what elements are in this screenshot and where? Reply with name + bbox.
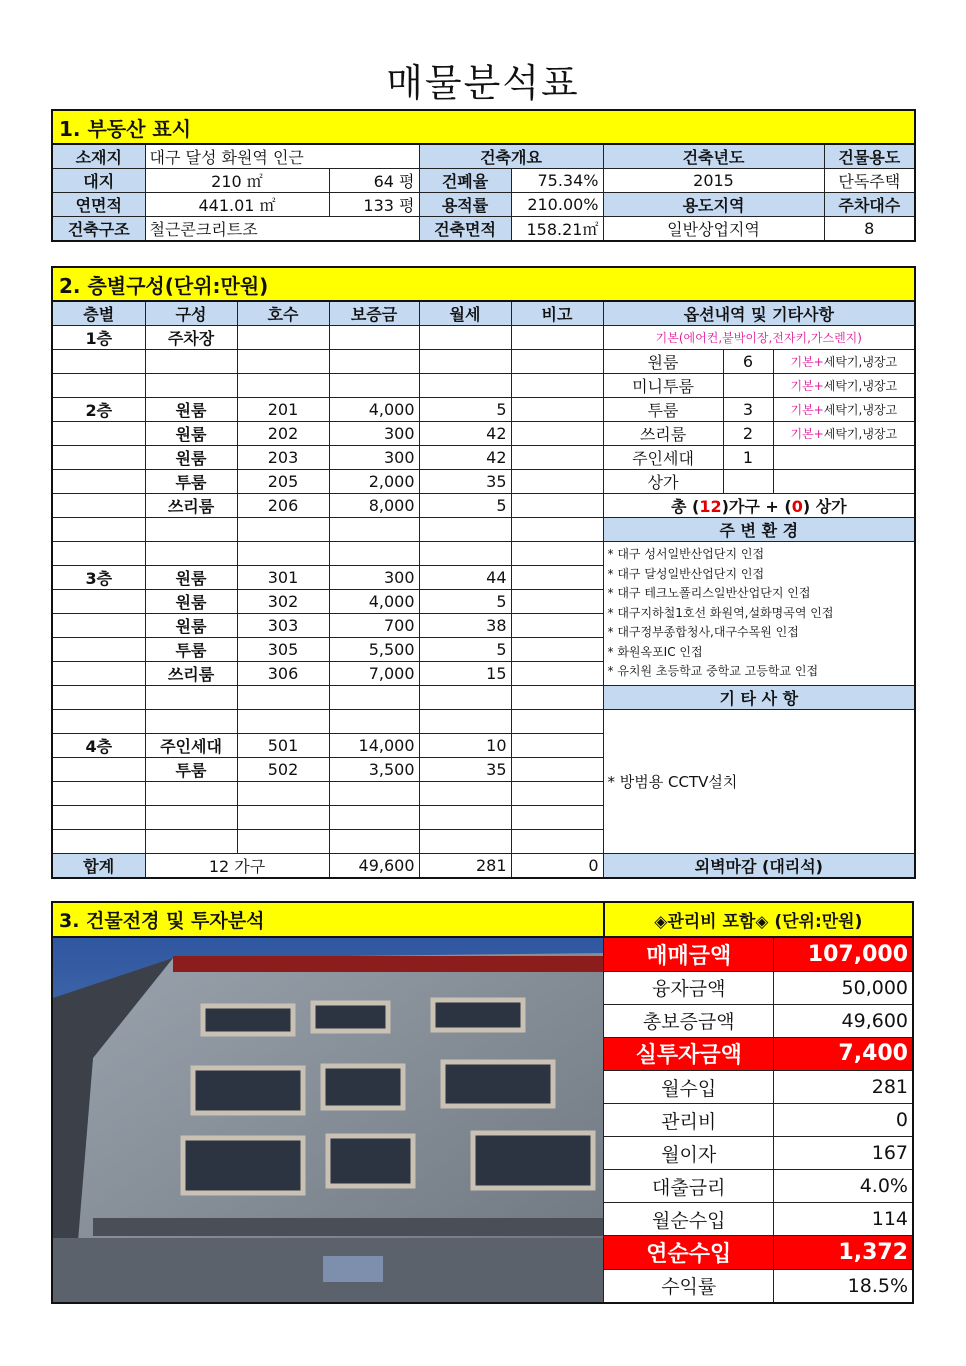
type-cell: 투룸	[145, 758, 237, 782]
unit-cell: 202	[237, 422, 329, 446]
note-cell	[511, 638, 603, 662]
floor-cell	[52, 614, 145, 638]
unit-cell: 502	[237, 758, 329, 782]
note-cell	[511, 542, 603, 566]
floor-cell	[52, 542, 145, 566]
unit-type-note-extra: 세탁기,냉장고	[823, 355, 898, 369]
type-cell	[145, 686, 237, 710]
col-type: 구성	[145, 301, 237, 326]
unit-type-note	[773, 398, 915, 422]
type-cell: 원룸	[145, 446, 237, 470]
type-cell: 원룸	[145, 566, 237, 590]
floor-cell	[52, 758, 145, 782]
unit-type-count: 6	[723, 350, 773, 374]
note-cell	[511, 734, 603, 758]
col-rent: 월세	[419, 301, 511, 326]
floor-area-label: 연면적	[52, 193, 145, 217]
unit-type-label: 주인세대	[603, 446, 723, 470]
fin-value: 281	[774, 1071, 913, 1104]
section-1-header: 1. 부동산 표시	[52, 110, 915, 144]
floor-cell	[52, 638, 145, 662]
col-floor: 층별	[52, 301, 145, 326]
type-cell: 투룸	[145, 638, 237, 662]
table-row	[52, 350, 915, 374]
table-row	[52, 446, 915, 470]
section-property-info	[51, 109, 914, 242]
floor-cell	[52, 446, 145, 470]
exterior-finish: 외벽마감 (대리석)	[603, 854, 915, 879]
fin-label: 총보증금액	[604, 1004, 774, 1037]
floor-cell	[52, 830, 145, 854]
deposit-cell	[329, 710, 419, 734]
deposit-cell	[329, 326, 419, 350]
note-cell	[511, 422, 603, 446]
deposit-cell	[329, 806, 419, 830]
unit-cell	[237, 350, 329, 374]
table-row	[52, 542, 915, 566]
total-households: 12	[699, 497, 722, 516]
unit-type-note-extra: 세탁기,냉장고	[823, 427, 898, 441]
rent-cell: 42	[419, 446, 511, 470]
unit-type-count: 3	[723, 398, 773, 422]
type-cell	[145, 350, 237, 374]
total-post: ) 상가	[802, 497, 847, 516]
deposit-cell: 8,000	[329, 494, 419, 518]
note-cell	[511, 470, 603, 494]
unit-cell	[237, 686, 329, 710]
fin-label: 월순수입	[604, 1203, 774, 1236]
unit-cell	[237, 710, 329, 734]
use-label: 건물용도	[824, 144, 915, 169]
rent-cell	[419, 542, 511, 566]
unit-cell	[237, 806, 329, 830]
type-cell: 투룸	[145, 470, 237, 494]
type-cell	[145, 710, 237, 734]
deposit-cell: 300	[329, 566, 419, 590]
location-value: 대구 달성 화원역 인근	[145, 144, 419, 169]
floor-cell: 4층	[52, 734, 145, 758]
fin-row	[52, 937, 913, 971]
type-cell	[145, 806, 237, 830]
note-cell	[511, 566, 603, 590]
fin-header: ◈관리비 포함◈ (단위:만원)	[604, 902, 913, 937]
unit-type-label: 쓰리룸	[603, 422, 723, 446]
note-cell	[511, 350, 603, 374]
rent-cell	[419, 830, 511, 854]
unit-type-note-extra: 세탁기,냉장고	[823, 379, 898, 393]
rent-cell: 10	[419, 734, 511, 758]
use-value: 단독주택	[824, 169, 915, 193]
rent-cell	[419, 806, 511, 830]
rent-cell: 5	[419, 638, 511, 662]
unit-type-note	[773, 422, 915, 446]
fin-label: 매매금액	[604, 937, 774, 971]
unit-cell	[237, 782, 329, 806]
total-households-line	[603, 494, 915, 518]
note-cell	[511, 830, 603, 854]
rent-cell	[419, 710, 511, 734]
overview-label: 건축개요	[419, 144, 603, 169]
rent-cell: 15	[419, 662, 511, 686]
env-item: * 화원옥포IC 인접	[607, 644, 703, 659]
section-3-header: 3. 건물전경 및 투자분석	[52, 902, 604, 937]
sum-households: 12 가구	[145, 854, 329, 879]
floor-cell	[52, 806, 145, 830]
note-cell	[511, 662, 603, 686]
structure-label: 건축구조	[52, 217, 145, 242]
building-photo	[52, 937, 604, 1303]
fin-value: 49,600	[774, 1004, 913, 1037]
env-item: * 대구 성서일반산업단지 인접	[607, 547, 765, 561]
fin-label: 융자금액	[604, 971, 774, 1004]
land-py: 64 평	[329, 169, 419, 193]
env-item: * 대구 달성일반산업단지 인접	[607, 566, 765, 581]
fin-value: 18.5%	[774, 1269, 913, 1303]
type-cell	[145, 782, 237, 806]
note-cell	[511, 686, 603, 710]
deposit-cell: 3,500	[329, 758, 419, 782]
unit-type-note-basic: 기본+	[790, 427, 824, 441]
bldg-area-value: 158.21㎡	[511, 217, 603, 242]
type-cell	[145, 518, 237, 542]
note-cell	[511, 446, 603, 470]
unit-type-label: 원룸	[603, 350, 723, 374]
table-row	[52, 398, 915, 422]
structure-value: 철근콘크리트조	[145, 217, 419, 242]
unit-cell: 305	[237, 638, 329, 662]
fin-value: 4.0%	[774, 1170, 913, 1203]
table-row	[52, 470, 915, 494]
type-cell: 주인세대	[145, 734, 237, 758]
sum-rent: 281	[419, 854, 511, 879]
unit-cell	[237, 374, 329, 398]
fin-label: 월이자	[604, 1137, 774, 1170]
floor-cell	[52, 710, 145, 734]
unit-type-note	[773, 470, 915, 494]
type-cell: 원룸	[145, 398, 237, 422]
land-m2: 210 ㎡	[145, 169, 329, 193]
year-value: 2015	[603, 169, 824, 193]
deposit-cell	[329, 518, 419, 542]
section-floor-composition	[51, 266, 914, 879]
deposit-cell: 300	[329, 446, 419, 470]
table-row	[52, 494, 915, 518]
fin-value: 7,400	[774, 1037, 913, 1071]
basic-option: 기본(에어컨,붙박이장,전자키,가스렌지)	[603, 326, 915, 350]
unit-type-label: 미니투룸	[603, 374, 723, 398]
unit-type-note-extra: 세탁기,냉장고	[823, 403, 898, 417]
floor-cell	[52, 470, 145, 494]
deposit-cell	[329, 830, 419, 854]
unit-cell: 306	[237, 662, 329, 686]
type-cell	[145, 374, 237, 398]
type-cell	[145, 542, 237, 566]
deposit-cell	[329, 686, 419, 710]
unit-cell: 201	[237, 398, 329, 422]
deposit-cell	[329, 782, 419, 806]
rent-cell	[419, 326, 511, 350]
unit-type-label: 투룸	[603, 398, 723, 422]
floor-cell	[52, 350, 145, 374]
parking-label: 주차대수	[824, 193, 915, 217]
unit-type-count: 2	[723, 422, 773, 446]
deposit-cell: 4,000	[329, 590, 419, 614]
unit-cell: 303	[237, 614, 329, 638]
rent-cell	[419, 782, 511, 806]
table-row	[52, 422, 915, 446]
unit-type-count	[723, 374, 773, 398]
deposit-cell	[329, 350, 419, 374]
year-label: 건축년도	[603, 144, 824, 169]
floor-area-m2: 441.01 ㎡	[145, 193, 329, 217]
rent-cell: 42	[419, 422, 511, 446]
deposit-cell	[329, 374, 419, 398]
far-value: 210.00%	[511, 193, 603, 217]
parking-value: 8	[824, 217, 915, 242]
table-row	[52, 518, 915, 542]
total-shops: 0	[791, 497, 803, 516]
options-title: 옵션내역 및 기타사항	[603, 301, 915, 326]
fin-value: 167	[774, 1137, 913, 1170]
unit-type-note-basic: 기본+	[790, 355, 824, 369]
far-label: 용적률	[419, 193, 511, 217]
floor-cell	[52, 662, 145, 686]
unit-type-note-basic: 기본+	[790, 379, 824, 393]
rent-cell: 5	[419, 494, 511, 518]
rent-cell	[419, 518, 511, 542]
fin-label: 연순수입	[604, 1236, 774, 1270]
floor-cell	[52, 686, 145, 710]
rent-cell: 5	[419, 398, 511, 422]
unit-type-note-basic: 기본+	[790, 403, 824, 417]
unit-cell	[237, 326, 329, 350]
unit-type-count: 1	[723, 446, 773, 470]
coverage-value: 75.34%	[511, 169, 603, 193]
rent-cell: 35	[419, 470, 511, 494]
fin-label: 실투자금액	[604, 1037, 774, 1071]
note-cell	[511, 614, 603, 638]
note-cell	[511, 518, 603, 542]
deposit-cell: 4,000	[329, 398, 419, 422]
sum-label: 합계	[52, 854, 145, 879]
type-cell: 원룸	[145, 590, 237, 614]
deposit-cell: 7,000	[329, 662, 419, 686]
type-cell: 쓰리룸	[145, 662, 237, 686]
building-photo-image	[53, 938, 604, 1302]
fin-value: 1,372	[774, 1236, 913, 1270]
deposit-cell: 14,000	[329, 734, 419, 758]
rent-cell	[419, 374, 511, 398]
unit-cell: 205	[237, 470, 329, 494]
note-cell	[511, 806, 603, 830]
section-2-header: 2. 층별구성(단위:만원)	[52, 267, 915, 301]
zone-label: 용도지역	[603, 193, 824, 217]
env-item: * 유치원 초등학교 중학교 고등학교 인접	[607, 664, 819, 678]
unit-type-label: 상가	[603, 470, 723, 494]
unit-cell: 501	[237, 734, 329, 758]
deposit-cell: 700	[329, 614, 419, 638]
unit-type-note	[773, 446, 915, 470]
total-mid: )가구 + (	[721, 497, 792, 516]
floor-cell	[52, 518, 145, 542]
fin-label: 수익률	[604, 1269, 774, 1303]
page-title: 매물분석표	[386, 61, 580, 105]
table-row	[52, 686, 915, 710]
fin-value: 107,000	[774, 937, 913, 971]
deposit-cell: 300	[329, 422, 419, 446]
floor-cell: 1층	[52, 326, 145, 350]
section-investment	[51, 901, 914, 1301]
coverage-label: 건폐율	[419, 169, 511, 193]
etc-title: 기 타 사 항	[603, 686, 915, 710]
col-unit: 호수	[237, 301, 329, 326]
unit-cell	[237, 830, 329, 854]
table-row	[52, 710, 915, 734]
table-row	[52, 374, 915, 398]
table-row	[52, 326, 915, 350]
rent-cell	[419, 686, 511, 710]
unit-cell: 301	[237, 566, 329, 590]
note-cell	[511, 758, 603, 782]
unit-cell: 206	[237, 494, 329, 518]
location-label: 소재지	[52, 144, 145, 169]
type-cell: 주차장	[145, 326, 237, 350]
type-cell: 원룸	[145, 422, 237, 446]
floor-cell	[52, 494, 145, 518]
col-note: 비고	[511, 301, 603, 326]
note-cell	[511, 374, 603, 398]
note-cell	[511, 590, 603, 614]
fin-value: 50,000	[774, 971, 913, 1004]
etc-note: * 방범용 CCTV설치	[603, 710, 915, 854]
fin-value: 0	[774, 1104, 913, 1137]
unit-cell: 203	[237, 446, 329, 470]
fin-value: 114	[774, 1203, 913, 1236]
unit-cell	[237, 542, 329, 566]
floor-cell	[52, 374, 145, 398]
deposit-cell	[329, 542, 419, 566]
fin-label: 관리비	[604, 1104, 774, 1137]
zone-value: 일반상업지역	[603, 217, 824, 242]
env-item: * 대구정부종합청사,대구수목원 인접	[607, 625, 799, 639]
floor-cell	[52, 422, 145, 446]
rent-cell: 44	[419, 566, 511, 590]
note-cell	[511, 710, 603, 734]
rent-cell	[419, 350, 511, 374]
env-title: 주 변 환 경	[603, 518, 915, 542]
unit-type-count	[723, 470, 773, 494]
fin-label: 월수입	[604, 1071, 774, 1104]
unit-cell	[237, 518, 329, 542]
unit-type-note	[773, 374, 915, 398]
sum-note: 0	[511, 854, 603, 879]
bldg-area-label: 건축면적	[419, 217, 511, 242]
note-cell	[511, 494, 603, 518]
sum-deposit: 49,600	[329, 854, 419, 879]
note-cell	[511, 782, 603, 806]
env-list	[603, 542, 915, 686]
land-label: 대지	[52, 169, 145, 193]
rent-cell: 5	[419, 590, 511, 614]
deposit-cell: 5,500	[329, 638, 419, 662]
fin-label: 대출금리	[604, 1170, 774, 1203]
floor-cell: 2층	[52, 398, 145, 422]
type-cell: 원룸	[145, 614, 237, 638]
env-item: * 대구 테크노폴리스일반산업단지 인접	[607, 586, 811, 600]
rent-cell: 35	[419, 758, 511, 782]
floor-cell: 3층	[52, 566, 145, 590]
note-cell	[511, 326, 603, 350]
rent-cell: 38	[419, 614, 511, 638]
type-cell	[145, 830, 237, 854]
floor-cell	[52, 782, 145, 806]
type-cell: 쓰리룸	[145, 494, 237, 518]
deposit-cell: 2,000	[329, 470, 419, 494]
total-pre: 총 (	[670, 497, 700, 516]
floor-cell	[52, 590, 145, 614]
floor-area-py: 133 평	[329, 193, 419, 217]
unit-cell: 302	[237, 590, 329, 614]
col-deposit: 보증금	[329, 301, 419, 326]
env-item: * 대구지하철1호선 화원역,설화명곡역 인접	[607, 605, 834, 620]
unit-type-note	[773, 350, 915, 374]
note-cell	[511, 398, 603, 422]
